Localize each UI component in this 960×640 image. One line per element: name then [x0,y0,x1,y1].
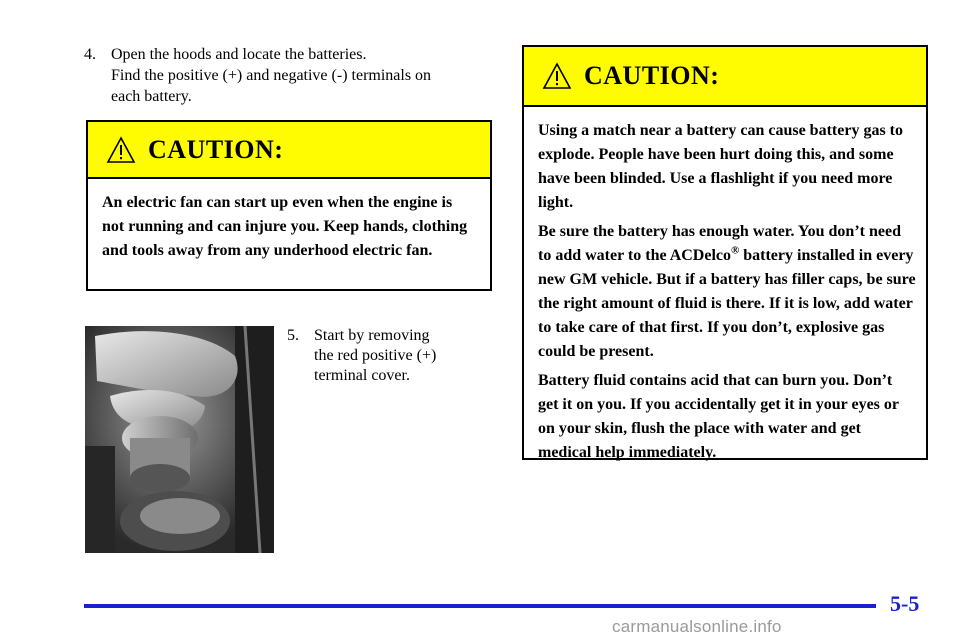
footer-rule [84,604,876,608]
photo-illustration [85,326,274,553]
step-4-number: 4. [84,46,96,63]
step-4-line-3: each battery. [111,88,192,105]
caution-paragraph-3: Battery fluid contains acid that can burn you. Don’t get it on you. If you accidentally get it in your eyes or on your skin, flush the place with water and get medical help immediately. [538,372,899,461]
warning-triangle-icon [542,62,572,90]
caution-paragraph-2-part-b: battery installed in every new GM vehicle. But if a battery has filler caps, be sure the right amount of fluid is there. If it is low, add water to take care of that first. If you don’t, explosive gas could be present. [538,247,916,360]
caution-body [88,179,490,263]
battery-terminal-photo [85,326,274,553]
step-5-line-2: the red positive (+) [314,347,437,364]
step-5-line-1: Start by removing [314,327,430,344]
step-4-line-1: Open the hoods and locate the batteries. [111,46,367,63]
caution-header [524,47,926,107]
caution-paragraph-2-part-a: Be sure the battery has enough water. You don’t need to add water to the ACDelco [538,223,901,264]
caution-text: An electric fan can start up even when the engine is not running and can injure you. Keep hands, clothing and tools away from any underhood electric fan. [102,194,468,259]
page-number: 5-5 [890,591,920,616]
step-4-line-2: Find the positive (+) and negative (-) terminals on [111,67,432,84]
registered-mark: ® [731,244,740,257]
caution-box-battery [522,45,928,460]
caution-paragraph-1: Using a match near a battery can cause battery gas to explode. People have been hurt doing this, and some have been blinded. Use a flashlight if you need more light. [538,122,903,211]
warning-triangle-icon [106,136,136,164]
caution-box-fan [86,120,492,291]
watermark: carmanualsonline.info [612,617,782,636]
caution-title: CAUTION: [148,134,284,164]
step-5 [287,326,487,386]
step-5-line-3: terminal cover. [314,367,410,384]
step-5-number: 5. [287,327,299,344]
caution-body [524,107,926,465]
caution-title: CAUTION: [584,61,720,90]
step-4 [84,44,494,107]
caution-paragraph-2 [538,220,916,364]
caution-header [88,122,490,179]
